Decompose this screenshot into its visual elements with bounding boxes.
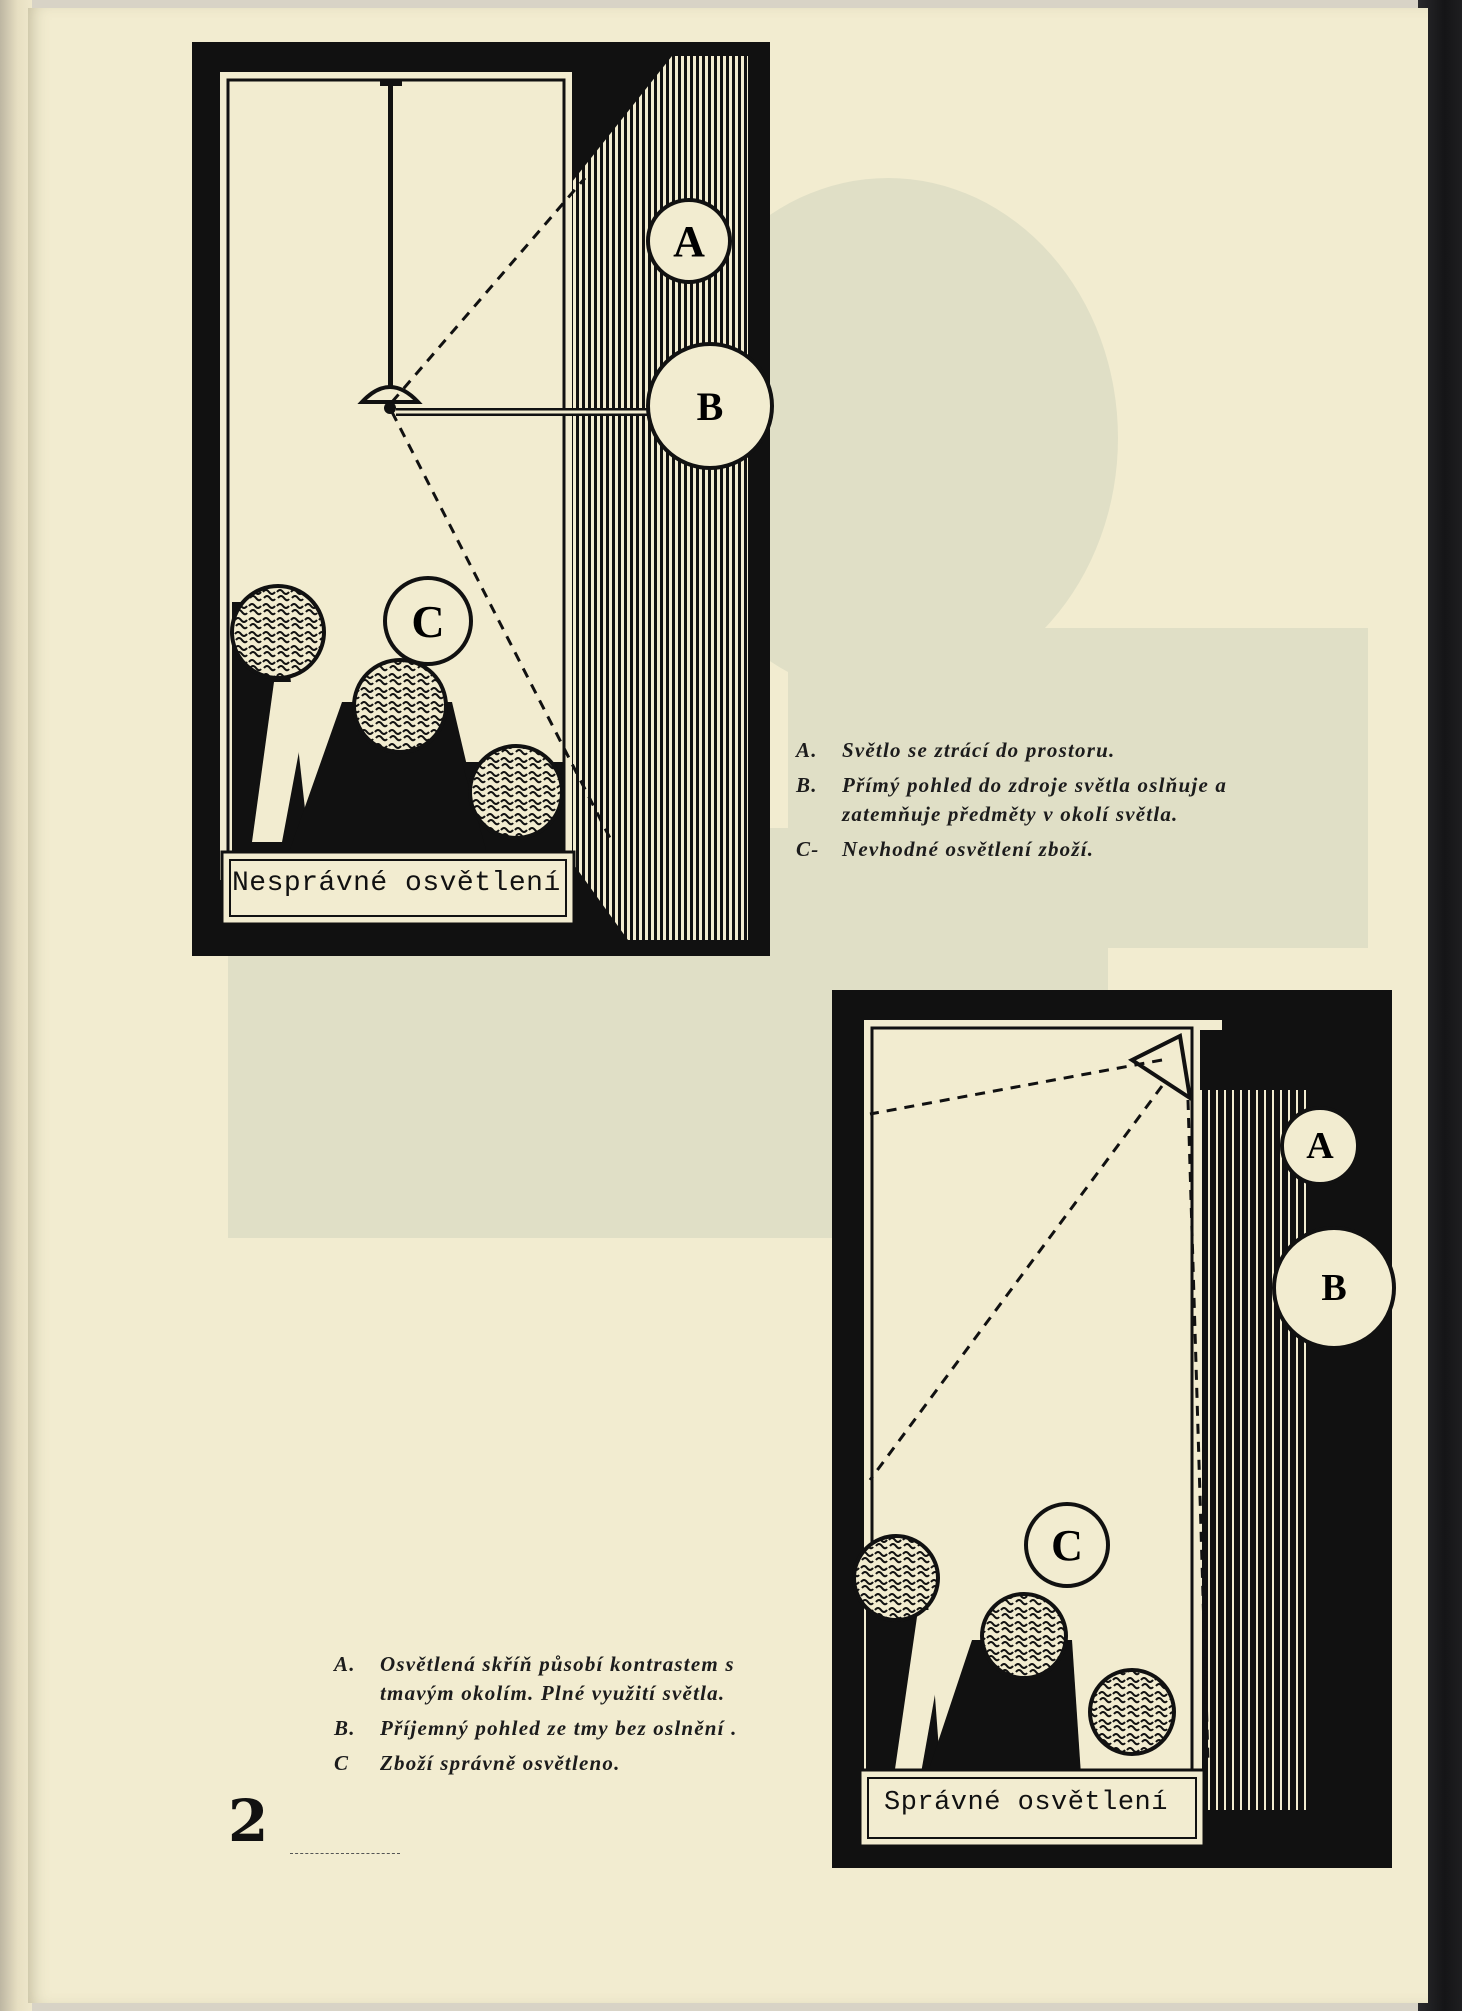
illustration-correct-lighting <box>832 990 1392 1868</box>
caption-correct-lighting <box>334 1650 804 1784</box>
caption-item: C- Nevhodné osvětlení zboží. <box>796 837 1095 861</box>
caption-item: B. Přímý pohled do zdroje světla oslňuje a zatemňuje předměty v okolí světla. <box>796 773 1228 826</box>
book-page <box>28 8 1428 2003</box>
marker-a: A <box>646 198 732 284</box>
marker-b: B <box>1272 1226 1396 1350</box>
label-correct-lighting: Správné osvětlení <box>884 1788 1168 1818</box>
caption-item: B. Příjemný pohled ze tmy bez oslnění . <box>334 1716 738 1740</box>
marker-b: B <box>646 342 774 470</box>
label-incorrect-lighting: Nesprávné osvětlení <box>232 868 561 899</box>
footer-rule <box>290 1853 400 1854</box>
caption-item: C Zboží správně osvětleno. <box>334 1751 621 1775</box>
page-number: 2 <box>228 1787 269 1855</box>
marker-a: A <box>1280 1106 1360 1186</box>
caption-incorrect-lighting <box>796 736 1316 870</box>
caption-item: A. Světlo se ztrácí do prostoru. <box>796 738 1116 762</box>
marker-c: C <box>383 576 473 666</box>
caption-item: A. Osvětlená skříň působí kontrastem s tmavým okolím. Plné využití světla. <box>334 1652 735 1705</box>
marker-c: C <box>1024 1502 1110 1588</box>
illustration-incorrect-lighting <box>192 42 770 956</box>
